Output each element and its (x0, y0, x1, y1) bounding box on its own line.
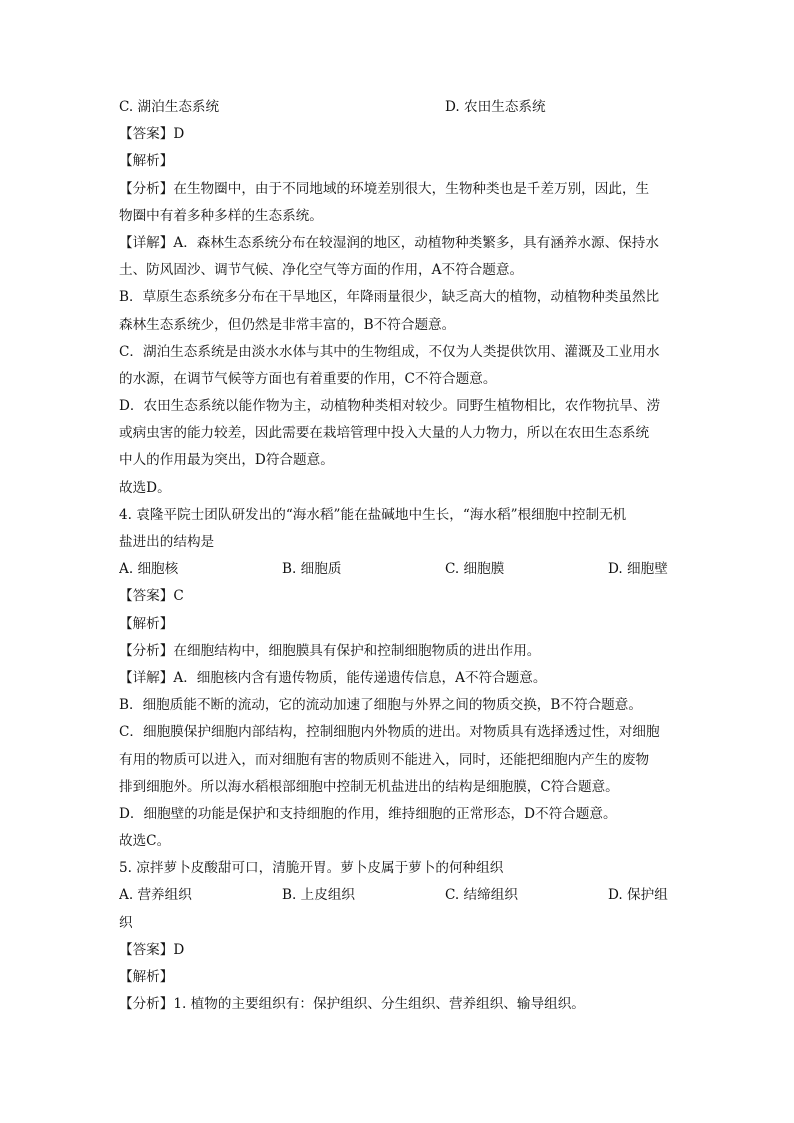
q3-conclusion: 故选D。 (119, 479, 171, 496)
q4-detail-line: 排到细胞外。所以海水稻根部细胞中控制无机盐进出的结构是细胞膜，C符合题意。 (119, 778, 619, 795)
q5-stem: 5. 凉拌萝卜皮酸甜可口，清脆开胃。萝卜皮属于萝卜的何种组织 (119, 860, 504, 877)
q4-detail-line: B．细胞质能不断的流动，它的流动加速了细胞与外界之间的物质交换，B不符合题意。 (119, 697, 642, 714)
q5-option-b: B. 上皮组织 (282, 887, 356, 904)
q3-options-row (119, 94, 675, 121)
q3-detail-line: C．湖泊生态系统是由淡水水体与其中的生物组成，不仅为人类提供饮用、灌溉及工业用水 (119, 343, 660, 360)
q3-analysis-line: 物圈中有着多种多样的生态系统。 (119, 207, 323, 224)
q4-detail-line: 【详解】A．细胞核内含有遗传物质，能传递遗传信息，A不符合题意。 (119, 669, 547, 686)
q3-answer: 【答案】D (119, 126, 185, 143)
q3-option-d: D. 农田生态系统 (445, 99, 546, 115)
q3-analysis-line: 【分析】在生物圈中，由于不同地域的环境差别很大，生物种类也是千差万别，因此，生 (119, 180, 650, 197)
q5-options-row (119, 882, 675, 909)
q4-option-a: A. 细胞核 (119, 561, 179, 578)
q3-option-c: C. 湖泊生态系统 (119, 99, 220, 115)
q4-stem-line: 4. 袁隆平院士团队研发出的“海水稻”能在盐碱地中生长，“海水稻”根细胞中控制无机 (119, 506, 627, 523)
q4-option-b: B. 细胞质 (282, 561, 342, 578)
q4-option-c: C. 细胞膜 (445, 561, 505, 578)
q3-analysis-heading: 【解析】 (119, 153, 174, 170)
q4-analysis-heading: 【解析】 (119, 615, 174, 632)
q3-detail-line: 的水源，在调节气候等方面也有着重要的作用，C不符合题意。 (119, 370, 497, 387)
q5-option-a: A. 营养组织 (119, 887, 192, 904)
q3-detail-line: B．草原生态系统多分布在干旱地区，年降雨量很少，缺乏高大的植物，动植物种类虽然比 (119, 289, 660, 306)
q4-detail-line: 有用的物质可以进入，而对细胞有害的物质则不能进入，同时，还能把细胞内产生的废物 (119, 751, 650, 768)
q4-detail-line: D．细胞壁的功能是保护和支持细胞的作用，维持细胞的正常形态，D不符合题意。 (119, 805, 617, 822)
q5-analysis-line: 【分析】1. 植物的主要组织有：保护组织、分生组织、营养组织、输导组织。 (119, 996, 585, 1013)
q3-detail-line: D．农田生态系统以能作物为主，动植物种类相对较少。同野生植物相比，农作物抗旱、涝 (119, 398, 661, 415)
q4-conclusion: 故选C。 (119, 833, 171, 850)
q3-detail-line: 森林生态系统少，但仍然是非常丰富的，B不符合题意。 (119, 316, 456, 333)
q5-option-c: C. 结缔组织 (445, 887, 518, 904)
q3-detail-line: 【详解】A．森林生态系统分布在较湿润的地区，动植物种类繁多，具有涵养水源、保持水 (119, 234, 659, 251)
q5-option-d-wrap: 织 (119, 914, 133, 931)
q5-answer: 【答案】D (119, 941, 185, 958)
q3-detail-line: 土、防风固沙、调节气候、净化空气等方面的作用，A不符合题意。 (119, 262, 524, 279)
q4-option-d: D. 细胞壁 (608, 561, 668, 578)
q5-analysis-heading: 【解析】 (119, 969, 174, 985)
q4-analysis-line: 【分析】在细胞结构中，细胞膜具有保护和控制细胞物质的进出作用。 (119, 642, 541, 659)
document-page (119, 94, 675, 1018)
q3-detail-line: 中人的作用最为突出，D符合题意。 (119, 452, 334, 469)
q4-answer: 【答案】C (119, 588, 184, 605)
q3-detail-line: 或病虫害的能力较差，因此需要在栽培管理中投入大量的人力物力，所以在农田生态系统 (119, 425, 650, 442)
q4-detail-line: C．细胞膜保护细胞内部结构，控制细胞内外物质的进出。对物质具有选择透过性，对细胞 (119, 724, 660, 741)
q4-options-row (119, 556, 675, 583)
q4-stem-line: 盐进出的结构是 (119, 534, 215, 550)
q5-option-d: D. 保护组 (608, 887, 668, 904)
